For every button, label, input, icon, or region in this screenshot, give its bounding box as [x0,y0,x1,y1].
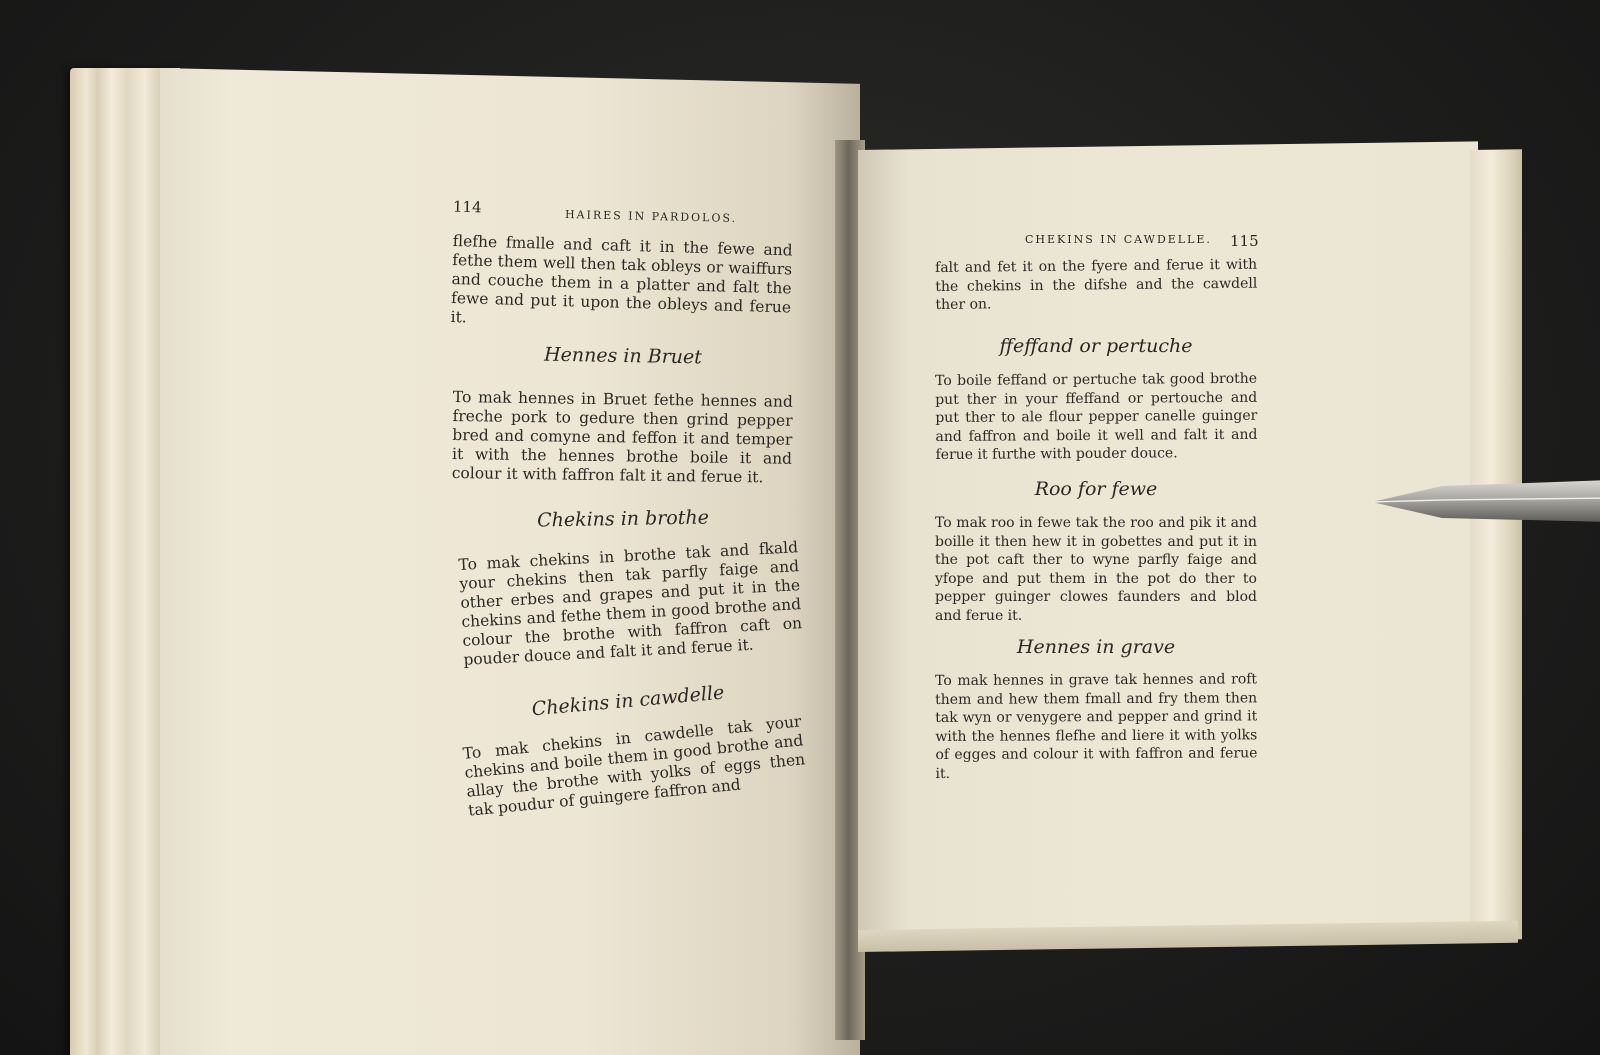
recipe-text: To boile feffand or pertuche tak good brothe put ther in your ffeffand or pertouche and put ther to ale flour pepper canelle guinger and faffron and boile it well and falt it and ferue it furthe with pouder douce. [935,370,1258,463]
running-head-left: HAIRES IN PARDOLOS. [564,208,738,225]
pointer-blade [1372,478,1600,528]
recipe-title: Chekins in brothe [536,506,710,532]
continuation-text-right: falt and fet it on the fyere and ferue it with the chekins in the difshe and the cawdell ther on. [935,256,1258,313]
recipe-text: To mak hennes in grave tak hennes and roft them and hew them fmall and fry them then tak wyn or venygere and pepper and grind it with the hennes flefhe and liere it with yolks of egges and colour it with faffron and ferue it. [935,671,1258,782]
recipe-title: ffeffand or pertuche [999,335,1193,357]
recipe-title: Hennes in Bruet [543,343,703,369]
recipe-text: To mak chekins in cawdelle tak your chekins and boile them in good brothe and allay the brothe with yolks of eggs then tak poudur of guingere faffron and [462,712,806,820]
recipe-text: To mak roo in fewe tak the roo and pik it and boille it then hew it in gobettes and put it in the pot caft ther to wyne parfly faige and yfope and put them in the pot do ther to pepper guinger clowes faunders and blod and ferue it. [935,515,1257,624]
recipe-text: To mak chekins in brothe tak and fkald your chekins then tak parfly faige and other erbes and grapes and put it in the chekins and fethe them in good brothe and colour the brothe with faffron caft on pouder douce and falt it and ferue it. [458,538,803,669]
recipe-title: Chekins in cawdelle [530,681,726,721]
recipe-title: Hennes in grave [1016,636,1176,658]
running-head-right: CHEKINS IN CAWDELLE. [1025,233,1212,246]
recipe-text: To mak hennes in Bruet fethe hennes and freche pork to gedure then grind pepper bred and comyne and feffon it and temper it with the hennes brothe boile it and colour it with faffron falt it and ferue it. [451,388,793,487]
right-page-edges [1470,149,1522,940]
page-number-left: 114 [452,197,482,217]
continuation-text-left: flefhe fmalle and caft it in the fewe and fethe them well then tak obleys or waiffurs and couche them in a platter and falt the fewe and put it upon the obleys and ferue it. [450,232,793,327]
page-number-right: 115 [1230,232,1259,250]
recipe-title: Roo for fewe [1034,478,1158,500]
